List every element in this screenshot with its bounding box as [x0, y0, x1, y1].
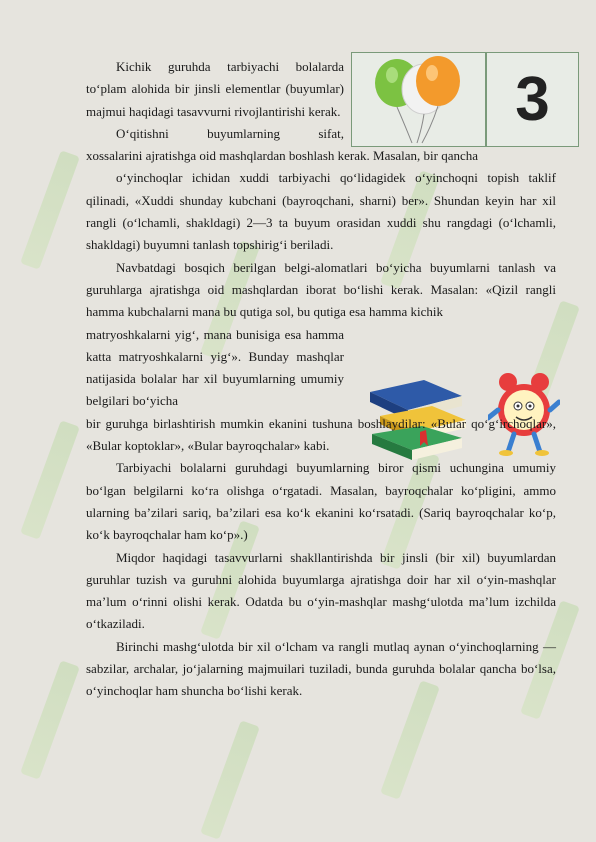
watermark-stripe — [20, 420, 80, 540]
watermark-stripe — [200, 720, 260, 840]
paragraph: O‘qitishni buyumlarning sifat, — [116, 125, 344, 141]
paragraph: Kichik guruhda tarbiyachi bolalarda to‘plam alohida bir jinsli elementlar (buyumlar) majmui haqidagi tasavvurni rivojlantirishi kerak. — [86, 59, 344, 119]
watermark-stripe — [20, 150, 80, 270]
body-text — [86, 56, 556, 703]
paragraph: matryoshkalarni yig‘, mana bunisiga esa hamma katta matryoshkalarni yig‘». Bunday mashqlar natijasida bolalar har xil buyumlarning umumiy belgilari bo‘yicha — [86, 326, 344, 409]
chapter-number: 3 — [486, 52, 579, 147]
paragraph: Navbatdagi bosqich berilgan belgi-alomatlari bo‘yicha buyumlarni tanlash va guruhlarga ajratishga oid mashqlardan iborat bo‘lishi kerak. Masalan: «Qizil rangli hamma kubchalarni mana bu qutiga sol, bu qutiga esa hamma kichik — [86, 259, 556, 320]
paragraph: Birinchi mashg‘ulotda bir xil o‘lcham va rangli mutlaq aynan o‘yinchoqlarning — sabzilar, archalar, jo‘jalarning majmuilari tuziladi, bunda guruhda bolalar qancha bo‘lsa, o‘yinchoqlar ham shuncha bo‘lishi kerak. — [86, 638, 556, 699]
paragraph: Miqdor haqidagi tasavvurlarni shakllantirishda bir jinsli (bir xil) buyumlardan guruhlar tuzish va guruhni alohida buyumlarga ajratishga doir har xil o‘yin-mashqlar ma’lum o‘rinni olishi kerak. Odatda bu o‘yin-mashqlar mashg‘ulotda ma’lum izchilda o‘tkaziladi. — [86, 549, 556, 632]
paragraph: xossalarini ajratishga oid mashqlardan boshlash kerak. Masalan, bir qancha — [86, 148, 479, 164]
paragraph: Tarbiyachi bolalarni guruhdagi buyumlarning biror qismi uchungina umumiy bo‘lgan belgilarni ko‘ra olishga o‘rgatadi. Masalan, bayroqchalar ko‘pligini, ammo ularning ba’zilari sariq, ba’zilari esa ko‘k ekanini ko‘rsatadi. (Sariq bayroqchalar ko‘p, ko‘k bayroqchalar ham ko‘p».) — [86, 460, 556, 543]
watermark-stripe — [20, 660, 80, 780]
paragraph: o‘yinchoqlar ichidan xuddi tarbiyachi qo‘lidagidek o‘yinchoqni topish taklif qilinadi, «Xuddi shunday kubchani (bayroqchani, sharni) ber». Shundan keyin har xil rangli (o‘lchamli, shakldagi) 2—3 ta buyum orasidan xuddi shu rangdagi (o‘lchamli, shakldagi) buyumni tanlash topshirig‘i beriladi. — [86, 170, 556, 253]
paragraph: bir guruhga birlashtirish mumkin ekanini tushuna boshlaydilar: «Bular qo‘g‘irchoqlar», «Bular koptoklar», «Bular bayroqchalar» kabi. — [86, 415, 556, 454]
